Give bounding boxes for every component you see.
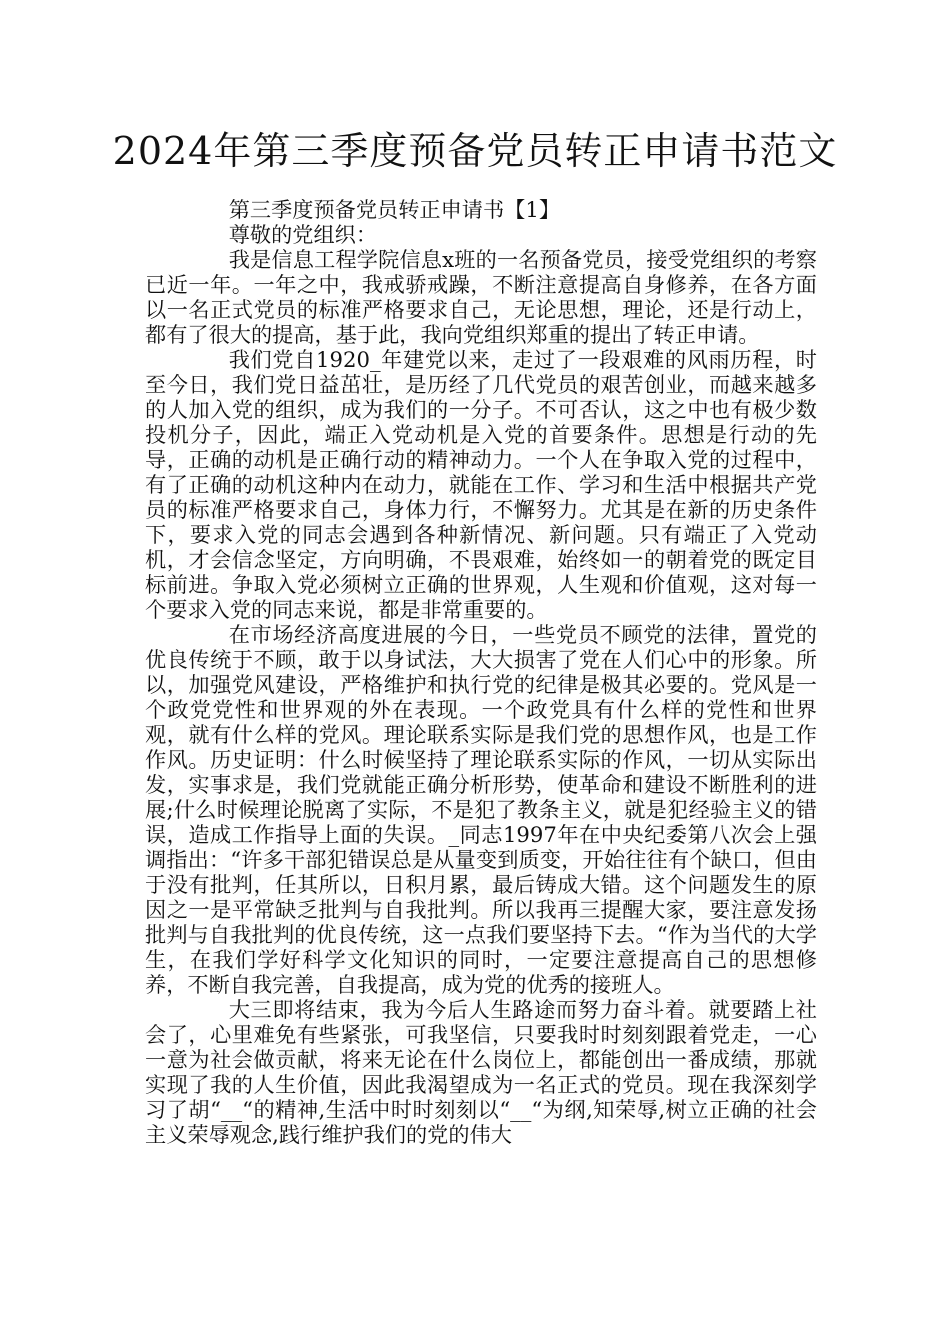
paragraph-2: 我们党自1920_年建党以来，走过了一段艰难的风雨历程，时至今日，我们党日益茁壮，是历经了几代党员的艰苦创业，而越来越多的人加入党的组织，成为我们的一分子。不可否认，这之中也有极少数投机分子，因此，端正入党动机是入党的首要条件。思想是行动的先导，正确的动机是正确行动的精神动力。一个人在争取入党的过程中，有了正确的动机这种内在动力，就能在工作、学习和生活中根据共产党员的标准严格要求自己，身体力行，不懈努力。尤其是在新的历史条件下，要求入党的同志会遇到各种新情况、新问题。只有端正了入党动机，才会信念坚定，方向明确，不畏艰难，始终如一的朝着党的既定目标前进。争取入党必须树立正确的世界观，人生观和价值观，这对每一个要求入党的同志来说，都是非常重要的。 bbox=[145, 347, 817, 622]
salutation: 尊敬的党组织： bbox=[228, 222, 378, 247]
section-heading: 第三季度预备党员转正申请书【1】 bbox=[228, 197, 561, 222]
paragraph-1: 我是信息工程学院信息x班的一名预备党员，接受党组织的考察已近一年。一年之中，我戒骄戒躁，不断注意提高自身修养，在各方面以一名正式党员的标准严格要求自己，无论思想，理论，还是行动上，都有了很大的提高，基于此，我向党组织郑重的提出了转正申请。 bbox=[145, 247, 817, 347]
document-body bbox=[145, 197, 817, 1147]
paragraph-4: 大三即将结束，我为今后人生路途而努力奋斗着。就要踏上社会了，心里难免有些紧张，可我坚信，只要我时时刻刻跟着党走，一心一意为社会做贡献，将来无论在什么岗位上，都能创出一番成绩，那就实现了我的人生价值，因此我渴望成为一名正式的党员。现在我深刻学习了胡“__“的精神,生活中时时刻刻以“__“为纲,知荣辱,树立正确的社会主义荣辱观念,践行维护我们的党的伟大 bbox=[145, 997, 817, 1147]
paragraph-3: 在市场经济高度进展的今日，一些党员不顾党的法律，置党的优良传统于不顾，敢于以身试法，大大损害了党在人们心中的形象。所以，加强党风建设，严格维护和执行党的纪律是极其必要的。党风是一个政党党性和世界观的外在表现。一个政党具有什么样的党性和世界观，就有什么样的党风。理论联系实际是我们党的思想作风，也是工作作风。历史证明：什么时候坚持了理论联系实际的作风，一切从实际出发，实事求是，我们党就能正确分析形势，使革命和建设不断胜利的进展;什么时候理论脱离了实际，不是犯了教条主义，就是犯经验主义的错误，造成工作指导上面的失误。_同志1997年在中央纪委第八次会上强调指出：“许多干部犯错误总是从量变到质变，开始往往有个缺口，但由于没有批判，任其所以，日积月累，最后铸成大错。这个问题发生的原因之一是平常缺乏批判与自我批判。所以我再三提醒大家，要注意发扬批判与自我批判的优良传统，这一点我们要坚持下去。“作为当代的大学生，在我们学好科学文化知识的同时，一定要注意提高自己的思想修养，不断自我完善，自我提高，成为党的优秀的接班人。 bbox=[145, 622, 817, 997]
document-title: 2024年第三季度预备党员转正申请书范文 bbox=[112, 129, 838, 173]
